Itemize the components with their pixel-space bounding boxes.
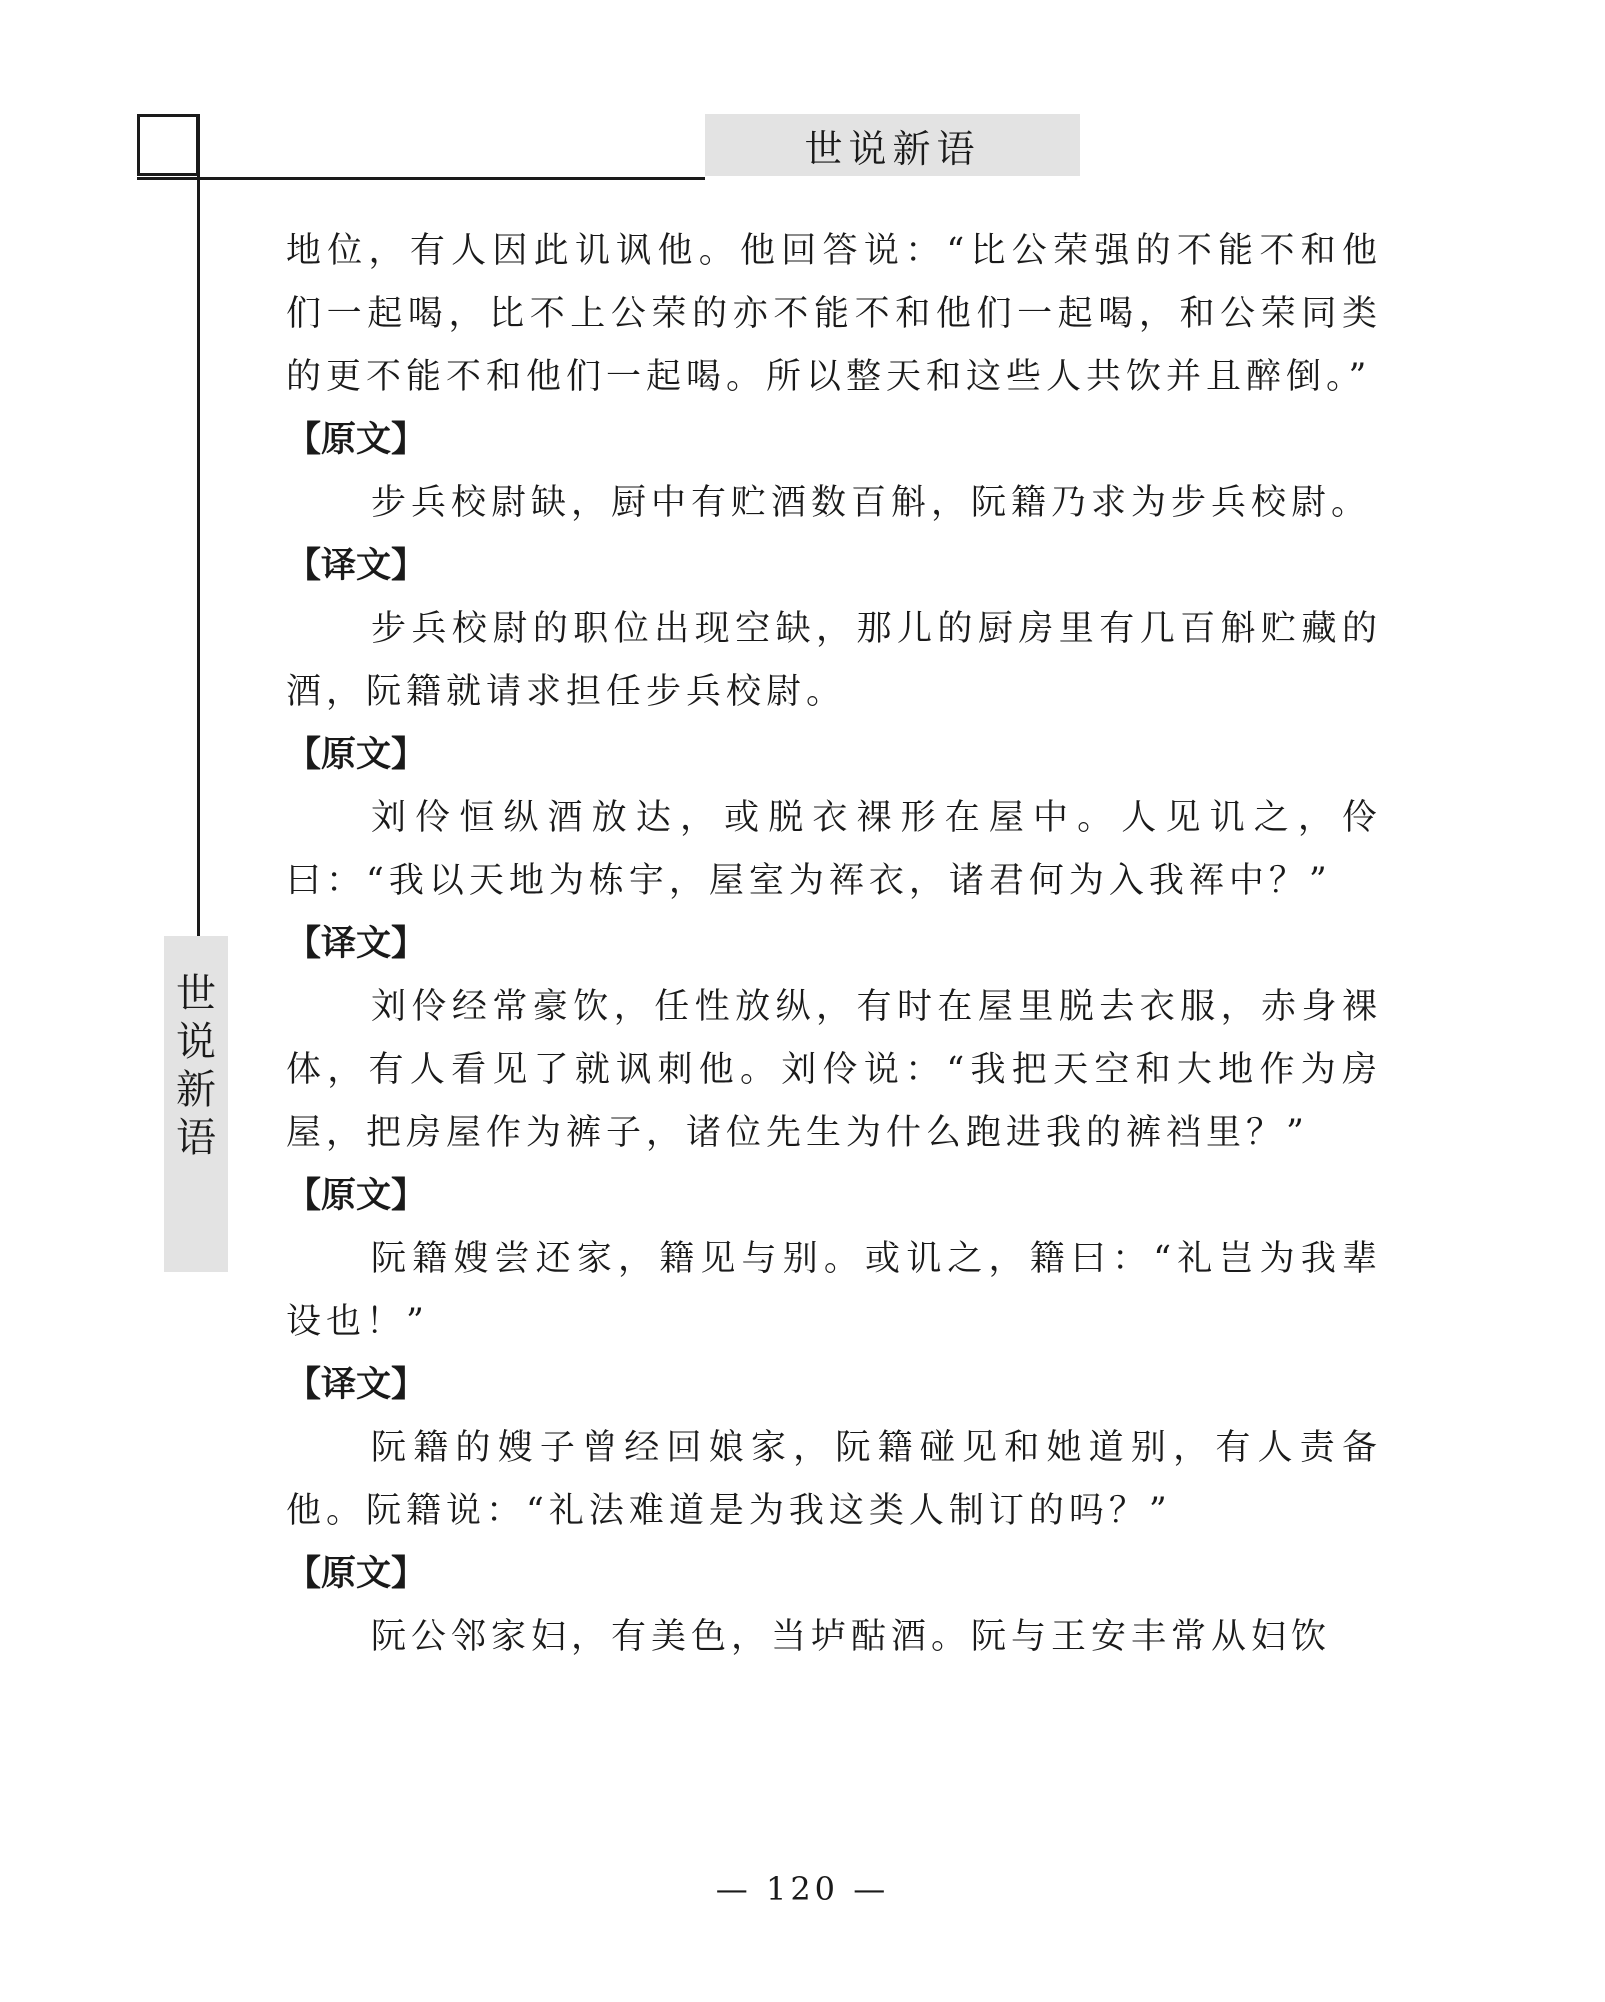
section-label-translation: 【译文】 — [286, 924, 427, 964]
section-label-original: 【原文】 — [286, 420, 427, 460]
side-tab-char: 世 — [176, 971, 216, 1017]
running-header-title: 世说新语 — [705, 114, 1080, 176]
paragraph: 地位，有人因此讥讽他。他回答说：“比公荣强的不能不和他们一起喝，比不上公荣的亦不能不和他们一起喝，和公荣同类的更不能不和他们一起喝。所以整天和这些人共饮并且醉倒。” — [286, 231, 1382, 397]
section-label-original: 【原文】 — [286, 1554, 427, 1594]
section-label-original: 【原文】 — [286, 735, 427, 775]
corner-frame-box — [137, 114, 199, 176]
paragraph: 阮籍嫂尝还家，籍见与别。或讥之，籍曰：“礼岂为我辈设也！” — [286, 1239, 1382, 1342]
header-rule — [137, 177, 705, 180]
body-text — [286, 220, 1382, 1669]
side-tab-char: 语 — [176, 1115, 216, 1161]
section-label-original: 【原文】 — [286, 1176, 427, 1216]
side-tab — [164, 936, 228, 1272]
side-tab-char: 说 — [176, 1019, 216, 1065]
side-tab-char: 新 — [176, 1067, 216, 1113]
paragraph: 刘伶恒纵酒放达，或脱衣裸形在屋中。人见讥之，伶曰：“我以天地为栋宇，屋室为裈衣，诸君何为入我裈中？” — [286, 798, 1382, 901]
margin-rule — [197, 114, 200, 940]
section-label-translation: 【译文】 — [286, 1365, 427, 1405]
page-number: — 120 — — [715, 1870, 890, 1908]
section-label-translation: 【译文】 — [286, 546, 427, 586]
paragraph: 阮籍的嫂子曾经回娘家，阮籍碰见和她道别，有人责备他。阮籍说：“礼法难道是为我这类人制订的吗？” — [286, 1428, 1382, 1531]
paragraph: 阮公邻家妇，有美色，当垆酤酒。阮与王安丰常从妇饮 — [371, 1617, 1332, 1657]
paragraph: 步兵校尉的职位出现空缺，那儿的厨房里有几百斛贮藏的酒，阮籍就请求担任步兵校尉。 — [286, 609, 1382, 712]
paragraph: 刘伶经常豪饮，任性放纵，有时在屋里脱去衣服，赤身裸体，有人看见了就讽刺他。刘伶说：“我把天空和大地作为房屋，把房屋作为裤子，诸位先生为什么跑进我的裤裆里？” — [286, 987, 1382, 1153]
paragraph: 步兵校尉缺，厨中有贮酒数百斛，阮籍乃求为步兵校尉。 — [371, 483, 1372, 523]
